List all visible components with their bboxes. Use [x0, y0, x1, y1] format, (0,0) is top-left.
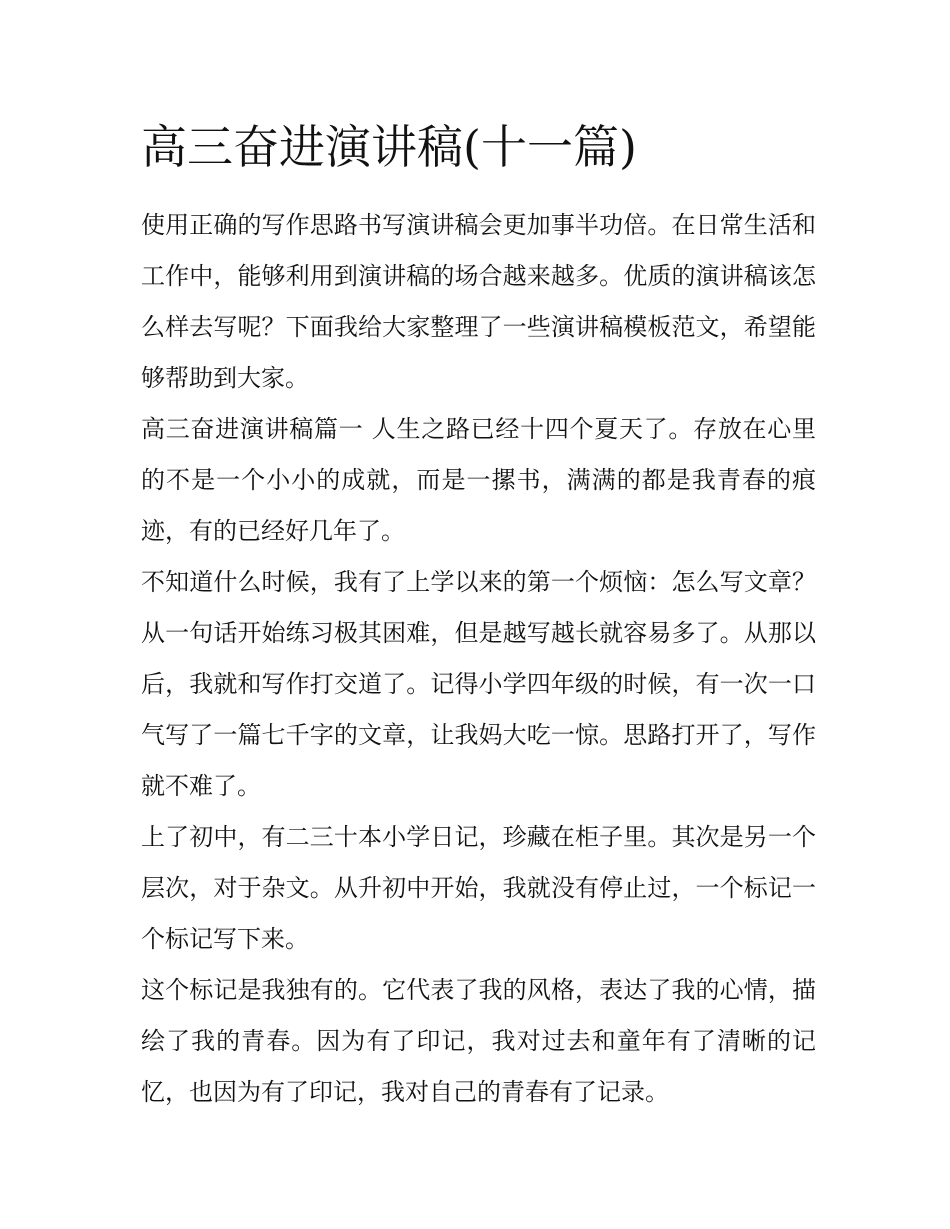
paragraph-4: 这个标记是我独有的。它代表了我的风格，表达了我的心情，描绘了我的青春。因为有了印记，我对过去和童年有了清晰的记忆，也因为有了印记，我对自己的青春有了记录。 [141, 976, 816, 1106]
paragraph-3: 上了初中，有二三十本小学日记，珍藏在柜子里。其次是另一个层次，对于杂文。从升初中开始，我就没有停止过，一个标记一个标记写下来。 [141, 823, 816, 953]
document-body [141, 112, 816, 1118]
document-title: 高三奋进演讲稿(十一篇) [141, 120, 637, 174]
paragraph-intro: 使用正确的写作思路书写演讲稿会更加事半功倍。在日常生活和工作中，能够利用到演讲稿的场合越来越多。优质的演讲稿该怎么样去写呢？下面我给大家整理了一些演讲稿模板范文，希望能够帮助到大家。 [141, 211, 816, 392]
paragraph-2: 不知道什么时候，我有了上学以来的第一个烦恼：怎么写文章？从一句话开始练习极其困难，但是越写越长就容易多了。从那以后，我就和写作打交道了。记得小学四年级的时候，有一次一口气写了一篇七千字的文章，让我妈大吃一惊。思路打开了，写作就不难了。 [141, 568, 816, 800]
paragraph-1: 高三奋进演讲稿篇一 人生之路已经十四个夏天了。存放在心里的不是一个小小的成就，而是一摞书，满满的都是我青春的痕迹，有的已经好几年了。 [141, 415, 816, 545]
